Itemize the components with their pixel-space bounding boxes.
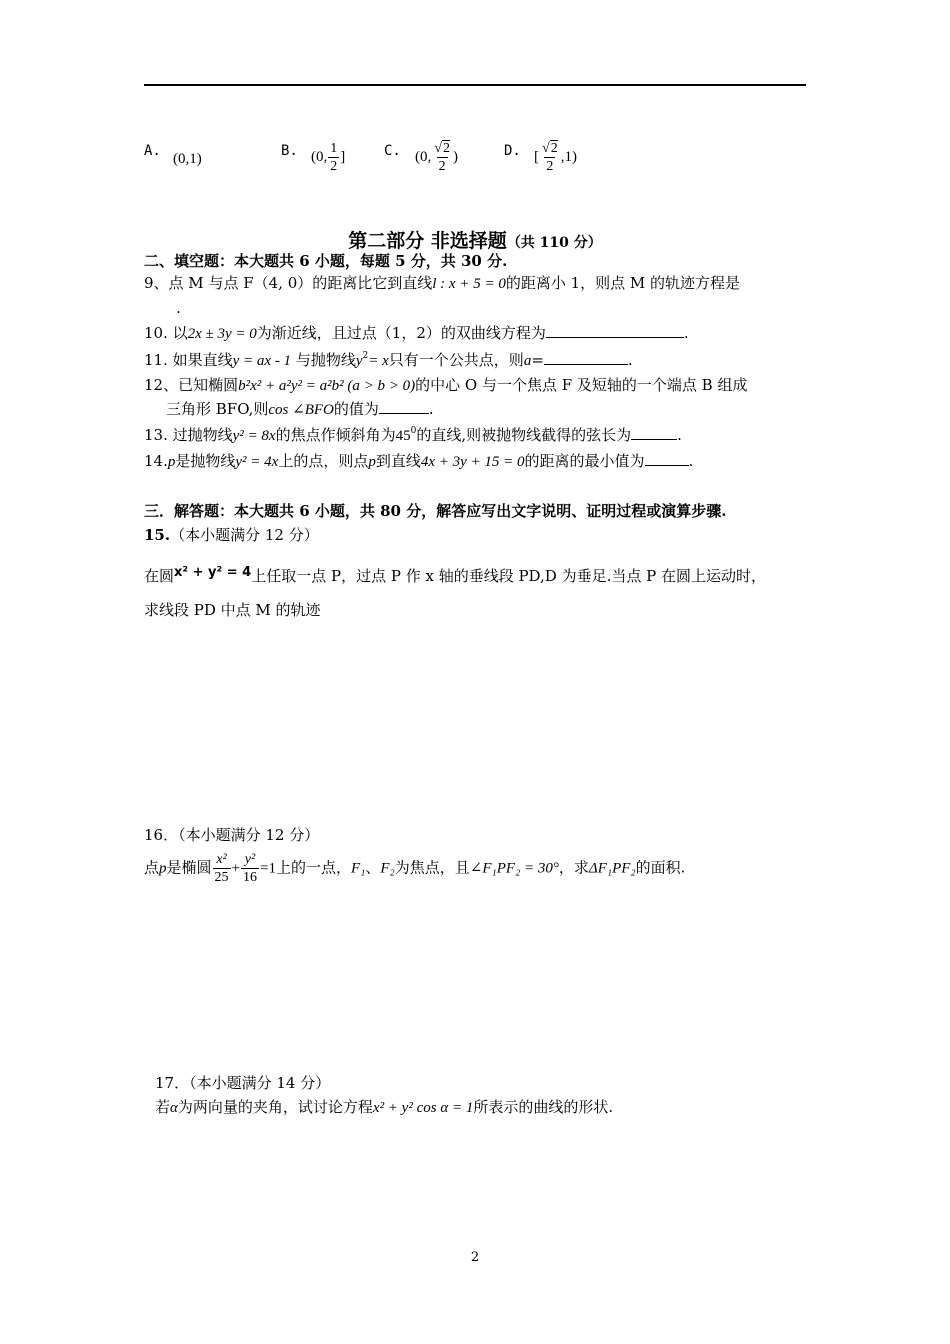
question-16-body: 点p是椭圆 $\frac{\text{x²}}{25}$ + $\frac{\text{y²}}{16}$ =1上的一点，F₁、F₂为焦点，且∠F₁PF₂ = 30°，求ΔF₁PF₂的面积. [144,852,686,885]
choice-c-value: (0, $\frac{√2}{2}$ ) [415,141,458,174]
answer-blank-12 [379,399,429,414]
question-15-line1: 在圆x² + y² = 4上任取一点 P，过点 P 作 x 轴的垂线段 PD,D 为垂足.当点 P 在圆上运动时， [144,565,767,585]
question-12: 12、已知椭圆b²x² + a²y² = a²b² (a > b > 0)的中心 O 与一个焦点 F 及短轴的一个端点 B 组成 [144,376,748,394]
question-14: 14.p是抛物线y² = 4x上的点，则点p到直线4x + 3y + 15 = 0的距离的最小值为 . [144,452,694,470]
answer-blank-10 [546,323,684,338]
answer-blank-13 [631,425,677,440]
question-15-title: 15.（本小题满分 12 分） [144,526,319,544]
answer-blank-14 [645,451,689,466]
part-two-title: 第二部分 非选择题（共 110 分） [348,230,602,252]
page-number: 2 [470,1250,480,1265]
question-9-tail: . [176,299,181,317]
answer-blank-11 [544,350,628,365]
question-11: 11. 如果直线y = ax - 1 与抛物线$y^2= x$只有一个公共点，则a= . [144,351,633,369]
choice-b-label: B. [281,143,298,159]
question-13: 13. 过抛物线y² = 8x的焦点作倾斜角为$45^0$的直线,则被抛物线截得的弦长为 . [144,426,682,444]
fill-section-header: 二、填空题：本大题共 6 小题，每题 5 分，共 30 分. [144,252,508,270]
question-17-body: 若α为两向量的夹角，试讨论方程x² + y² cos α = 1所表示的曲线的形状. [155,1098,614,1116]
choice-a-value: (0,1) [173,151,202,167]
choice-b-value: (0, $\frac{1}{2}$ ] [311,141,346,174]
choice-c-label: C. [384,143,401,159]
question-16-title: 16．（本小题满分 12 分） [144,826,320,844]
circle-equation: x² + y² = 4 [174,565,252,580]
question-9: 9、点 M 与点 F（4, 0）的距离比它到直线l : x + 5 = 0的距离小 1，则点 M 的轨迹方程是 [144,274,741,292]
choice-a-label: A. [144,143,161,159]
question-10: 10. 以2x ± 3y = 0为渐近线，且过点（1，2）的双曲线方程为 . [144,324,689,342]
choice-d-value: [ $\frac{√2}{2}$ ,1) [534,141,577,174]
question-17-title: 17．（本小题满分 14 分） [155,1074,331,1092]
question-15-line2: 求线段 PD 中点 M 的轨迹 [144,601,321,619]
answer-section-header: 三．解答题：本大题共 6 小题，共 80 分，解答应写出文字说明、证明过程或演算步骤. [144,502,727,520]
question-12-line2: 三角形 BFO,则cos ∠BFO的值为 . [166,400,434,418]
header-rule [144,84,806,86]
choice-d-label: D. [504,143,521,159]
